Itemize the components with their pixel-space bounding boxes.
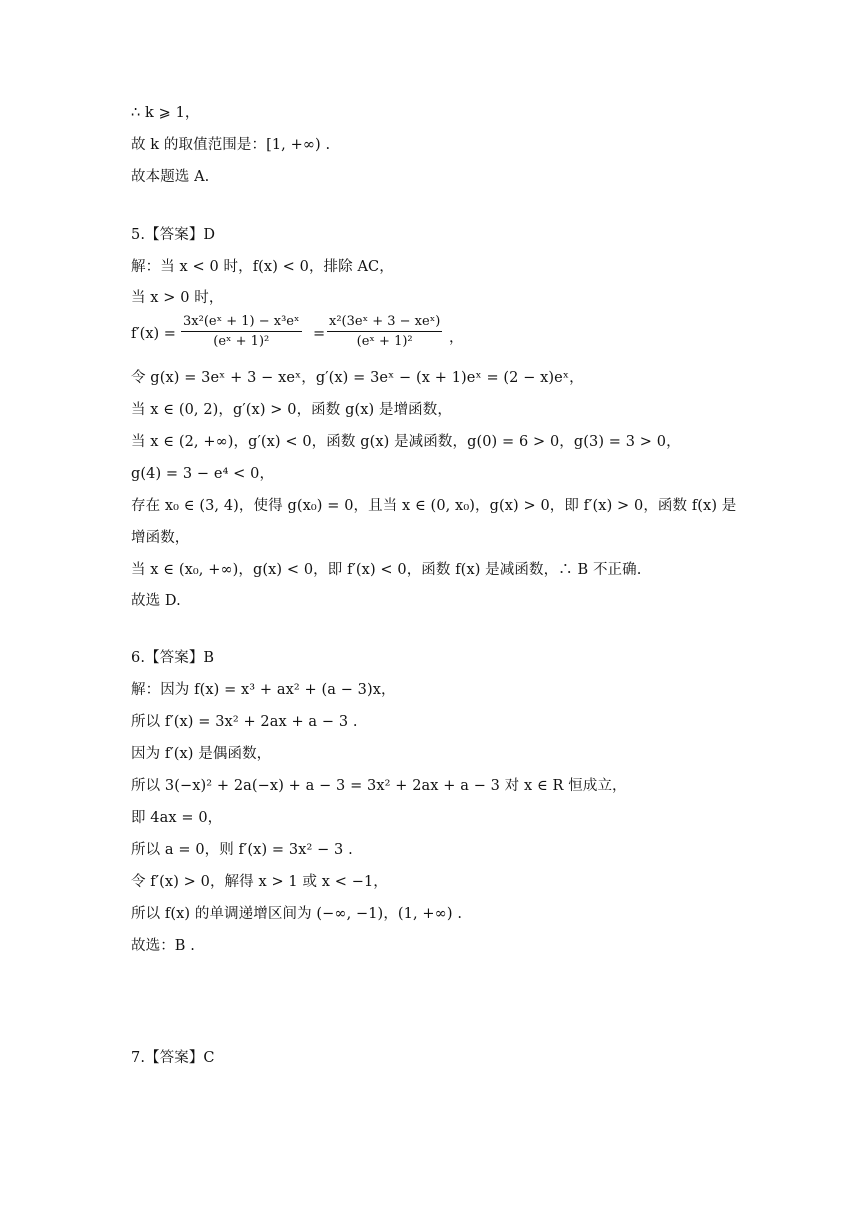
equals-sign: =	[313, 326, 326, 342]
derivative-formula	[131, 312, 731, 362]
text-line: 当 x > 0 时，	[131, 290, 224, 306]
formula-lhs: f′(x) =	[131, 326, 176, 342]
text-line: 故本题选 A.	[131, 169, 210, 185]
text-line: 解：当 x < 0 时，f(x) < 0，排除 AC，	[131, 259, 394, 275]
fraction-1-denominator: (eˣ + 1)²	[213, 334, 270, 349]
text-line: ∴ k ⩾ 1，	[131, 105, 200, 121]
text-line: 因为 f′(x) 是偶函数，	[131, 746, 272, 762]
answer-heading: 6.【答案】B	[131, 650, 215, 666]
fraction-2	[327, 314, 442, 349]
fraction-bar	[327, 331, 442, 332]
text-line: 所以 f′(x) = 3x² + 2ax + a − 3 .	[131, 714, 358, 730]
fraction-2-denominator: (eˣ + 1)²	[356, 334, 413, 349]
fraction-1	[181, 314, 302, 349]
fraction-2-numerator: x²(3eˣ + 3 − xeˣ)	[329, 314, 441, 329]
text-line: 所以 a = 0，则 f′(x) = 3x² − 3 .	[131, 842, 353, 858]
text-line: 故选 D.	[131, 593, 181, 609]
text-line: 即 4ax = 0，	[131, 810, 223, 826]
fraction-bar	[181, 331, 302, 332]
text-line: 故选：B .	[131, 938, 195, 954]
text-line: 所以 f(x) 的单调递增区间为 (−∞, −1)，(1, +∞) .	[131, 906, 463, 922]
text-line: 增函数，	[131, 530, 190, 546]
text-line: 令 f′(x) > 0，解得 x > 1 或 x < −1，	[131, 874, 388, 890]
fraction-1-numerator: 3x²(eˣ + 1) − x³eˣ	[183, 314, 300, 329]
text-line: 令 g(x) = 3eˣ + 3 − xeˣ，g′(x) = 3eˣ − (x + 1)eˣ = (2 − x)eˣ，	[131, 370, 584, 386]
answer-heading: 7.【答案】C	[131, 1050, 215, 1066]
text-line: 当 x ∈ (2, +∞)，g′(x) < 0，函数 g(x) 是减函数，g(0) = 6 > 0，g(3) = 3 > 0，	[131, 434, 681, 450]
text-line: 存在 x₀ ∈ (3, 4)，使得 g(x₀) = 0，且当 x ∈ (0, x₀)，g(x) > 0，即 f′(x) > 0，函数 f(x) 是	[131, 498, 737, 514]
text-line: g(4) = 3 − e⁴ < 0，	[131, 466, 275, 482]
text-line: 解：因为 f(x) = x³ + ax² + (a − 3)x，	[131, 682, 396, 698]
answer-heading: 5.【答案】D	[131, 227, 216, 243]
text-line: 故 k 的取值范围是：[1, +∞) .	[131, 137, 331, 153]
text-line: 当 x ∈ (x₀, +∞)，g(x) < 0，即 f′(x) < 0，函数 f(x) 是减函数，∴ B 不正确.	[131, 562, 642, 578]
text-line: 当 x ∈ (0, 2)，g′(x) > 0，函数 g(x) 是增函数，	[131, 402, 452, 418]
text-line: 所以 3(−x)² + 2a(−x) + a − 3 = 3x² + 2ax + a − 3 对 x ∈ R 恒成立，	[131, 778, 627, 794]
formula-tail: ，	[449, 330, 464, 346]
